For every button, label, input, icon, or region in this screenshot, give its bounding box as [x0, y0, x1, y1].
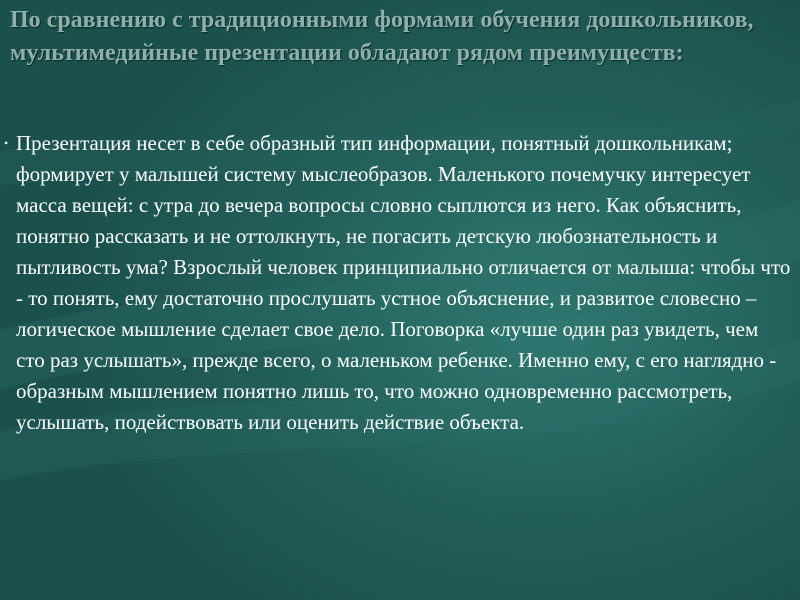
bullet-item	[4, 128, 794, 438]
slide-title: По сравнению с традиционными формами обучения дошкольников, мультимедийные презентации обладают рядом преимуществ:	[10, 7, 754, 66]
body-paragraph: Презентация несет в себе образный тип информации, понятный дошкольникам; формирует у малышей систему мыслеобразов. Маленького почемучку интересует масса вещей: с утра до вечера вопросы словно сыплются из него. Как объяснить, понятно рассказать и не оттолкнуть, не погасить детскую любознательность и пытливость ума? Взрослый человек принципиально отличается от малыша: чтобы что - то понять, ему достаточно прослушать устное объяснение, и развитое словесно – логическое мышление сделает свое дело. Поговорка «лучше один раз увидеть, чем сто раз услышать», прежде всего, о маленьком ребенке. Именно ему, с его наглядно - образным мышлением понятно лишь то, что можно одновременно рассмотреть, услышать, подействовать или оценить действие объекта.	[16, 131, 791, 434]
bullet-icon: •	[4, 136, 9, 150]
slide-body	[4, 128, 794, 438]
